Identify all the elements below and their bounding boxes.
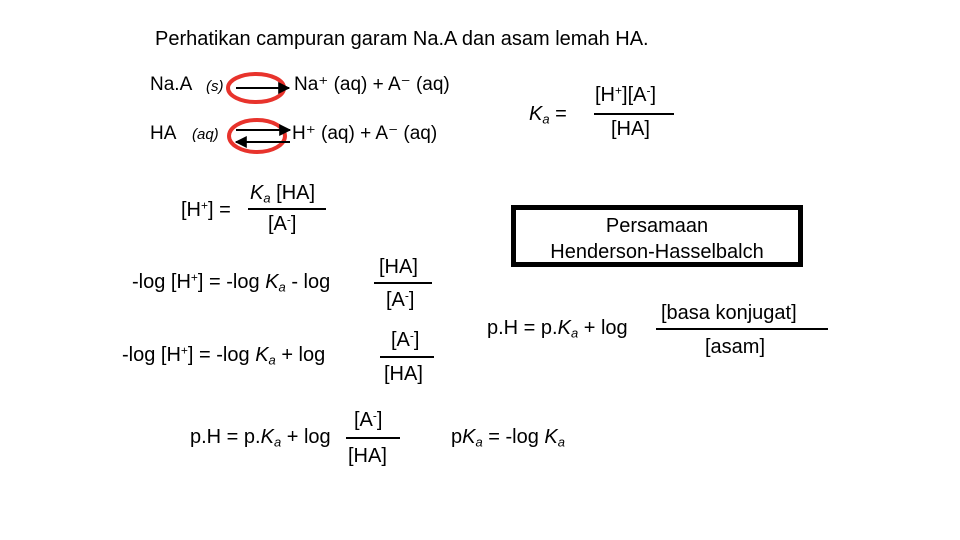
step4-lhs: $p.H = p.K_a + \log$ (190, 426, 331, 450)
hh-numerator: [basa konjugat] (661, 302, 797, 324)
hh-fraction-bar (656, 328, 828, 330)
box-line2: Henderson-Hasselbalch (550, 241, 764, 263)
step1-lhs: [H+] = (181, 198, 231, 221)
step2-fraction-bar (374, 282, 432, 284)
step2-numerator: [HA] (379, 256, 418, 278)
step3-fraction-bar (380, 356, 434, 358)
red-ellipse-2 (229, 120, 285, 152)
step1-fraction-bar (248, 208, 326, 210)
step3-lhs: -log [H+] = -log $K_a + \log$ (122, 343, 326, 368)
page-title: Perhatikan campuran garam Na.A dan asam lemah HA. (155, 28, 649, 50)
step3-denominator: [HA] (384, 363, 423, 385)
step4-numerator: [A-] (354, 408, 383, 431)
ka-denominator: [HA] (611, 118, 650, 140)
reaction2-left: HA (150, 123, 177, 144)
reaction1-left: Na.A (150, 74, 193, 95)
ka-numerator: [H+][A-] (595, 83, 657, 106)
pka-definition: $pK_a = -\log$ $K_a$ (451, 426, 565, 450)
step2-lhs: -log [H+] = -log $K_a$ - log (132, 270, 331, 295)
ka-label: $K_a$ = (529, 103, 567, 127)
step4-denominator: [HA] (348, 445, 387, 467)
step4-fraction-bar (346, 437, 400, 439)
reaction2-right: H⁺ (aq) + A⁻ (aq) (292, 123, 438, 144)
reaction1-right: Na⁺ (aq) + A⁻ (aq) (294, 74, 450, 95)
step1-denominator: [A-] (268, 212, 297, 235)
box-line1: Persamaan (605, 215, 709, 237)
ka-fraction-bar (594, 113, 674, 115)
step2-denominator: [A-] (386, 288, 415, 311)
step1-numerator: $K_a$ [HA] (250, 182, 316, 206)
hh-lhs: $p.H = p.K_a + \log$ (487, 317, 628, 341)
step3-numerator: [A-] (391, 328, 420, 351)
hh-denominator: [asam] (705, 336, 766, 358)
reaction1-state: (s) (206, 78, 224, 95)
reaction2-state: (aq) (192, 126, 219, 143)
